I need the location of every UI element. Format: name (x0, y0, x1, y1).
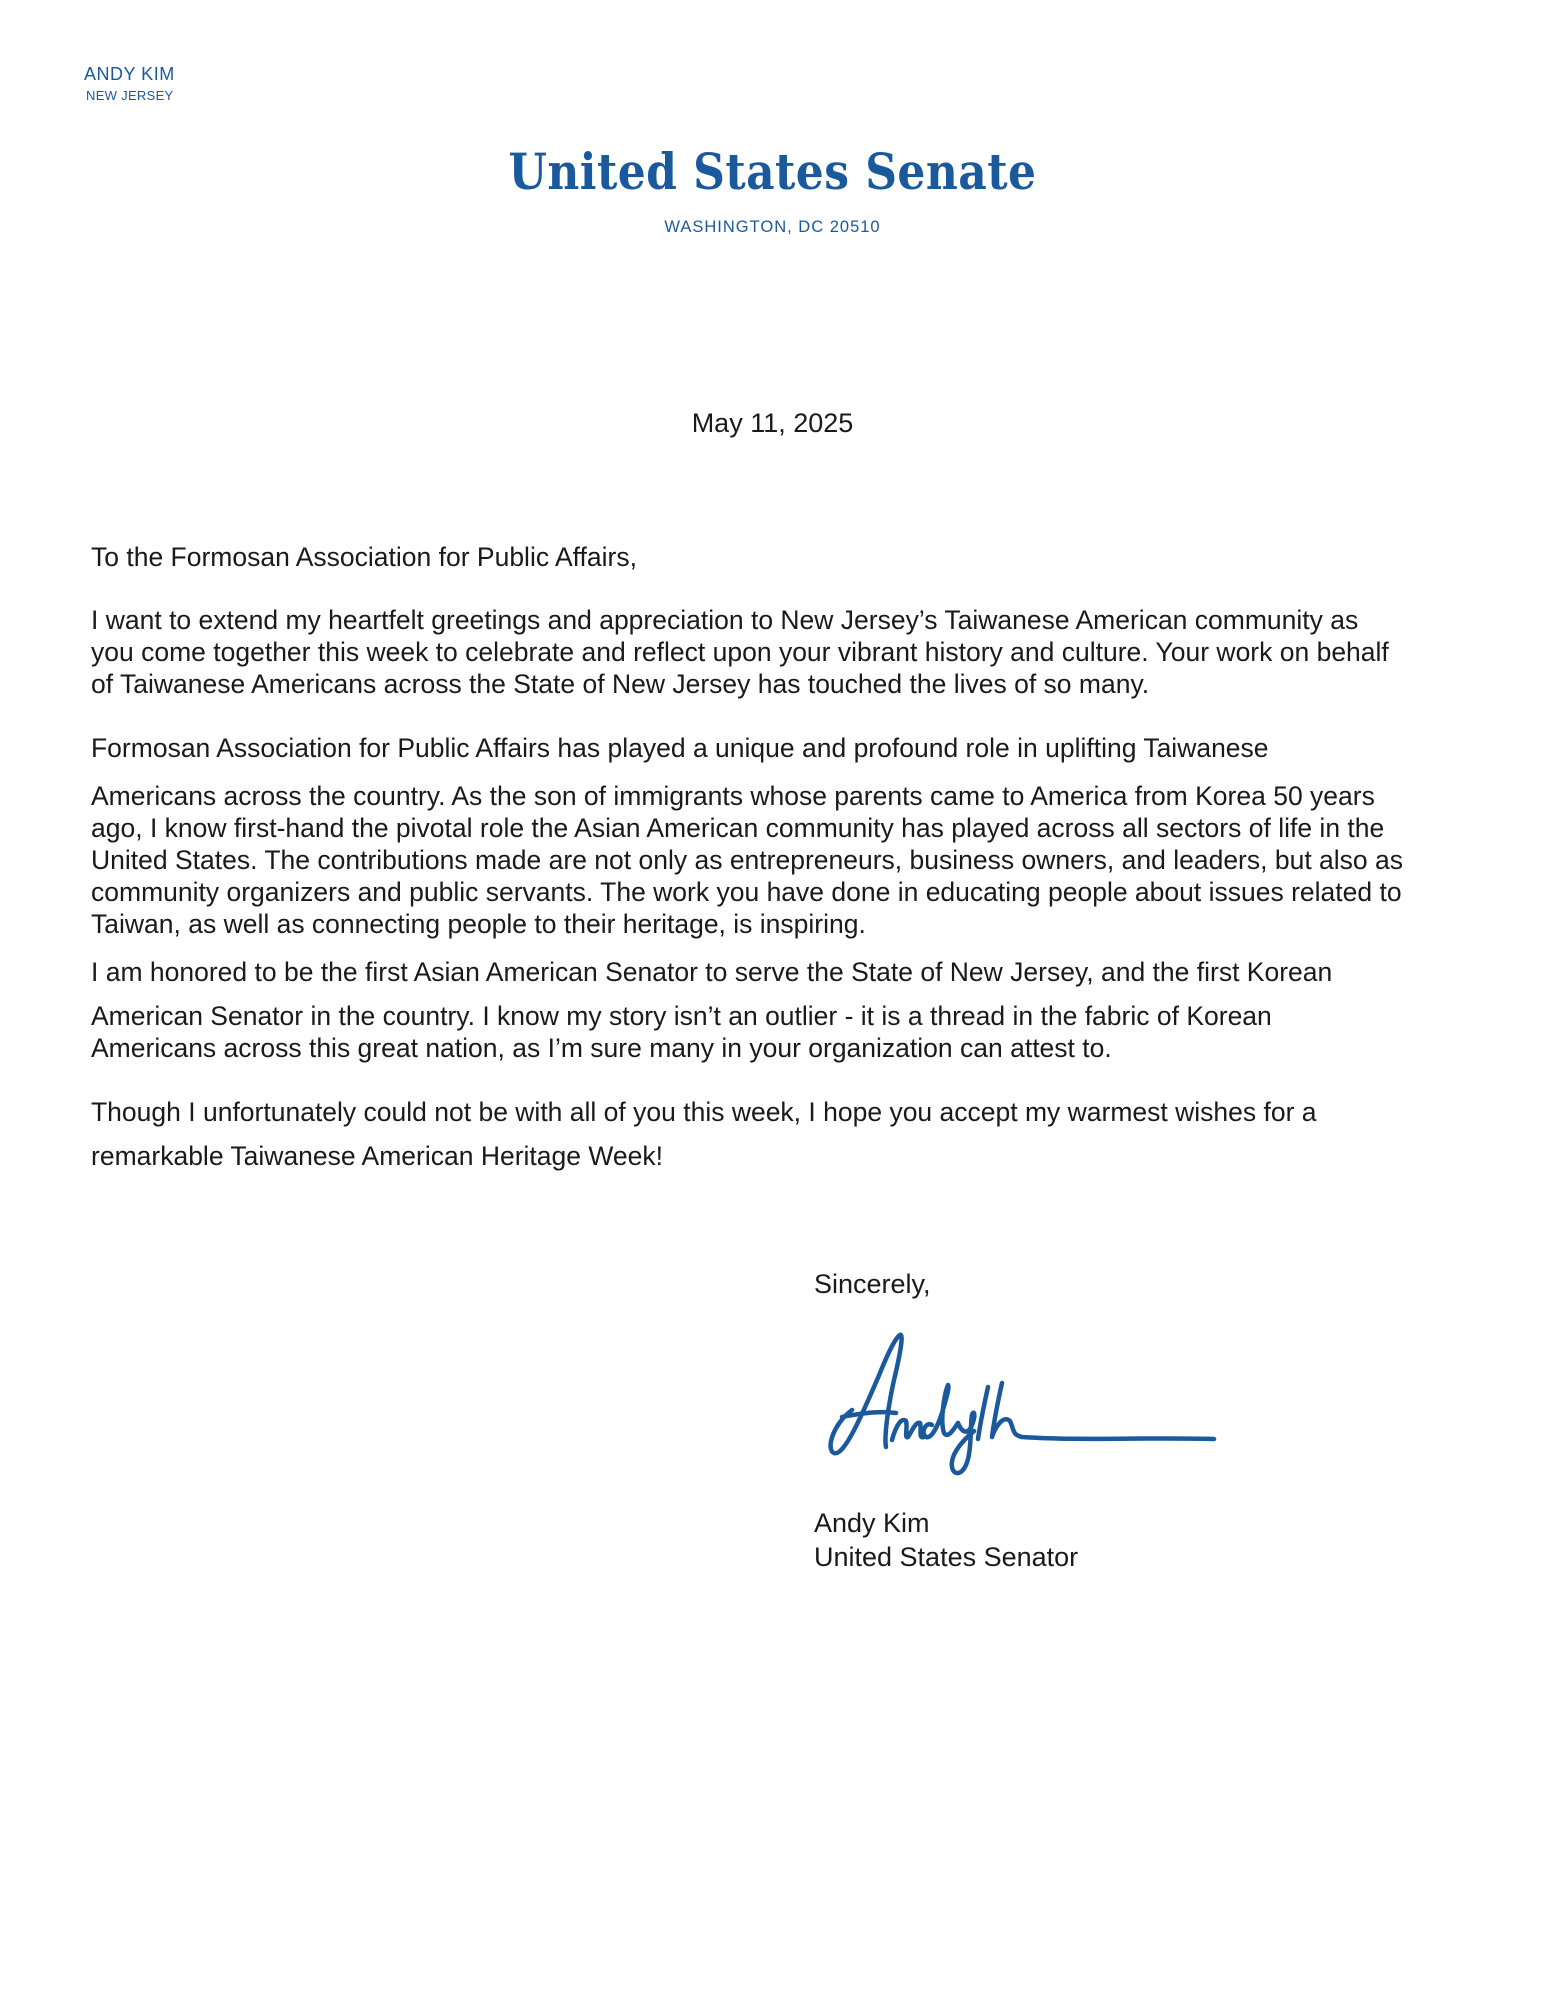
paragraph-2-line: Taiwan, as well as connecting people to their heritage, is inspiring. (91, 909, 866, 939)
paragraph-1 (91, 604, 1471, 700)
paragraph-2-line: Americans across the country. As the son of immigrants whose parents came to America from Korea 50 years (91, 781, 1375, 811)
letterhead-state: NEW JERSEY (86, 88, 174, 103)
paragraph-3-line: American Senator in the country. I know my story isn’t an outlier - it is a thread in the fabric of Korean (91, 1001, 1272, 1031)
closing: Sincerely, (814, 1269, 931, 1299)
letterhead-senator-name: ANDY KIM (84, 64, 175, 84)
paragraph-4-line: remarkable Taiwanese American Heritage Week! (91, 1141, 663, 1171)
signer-title: United States Senator (814, 1542, 1079, 1572)
paragraph-1-line: of Taiwanese Americans across the State of New Jersey has touched the lives of so many. (91, 669, 1150, 699)
signer-name: Andy Kim (814, 1508, 930, 1538)
masthead-address: WASHINGTON, DC 20510 (664, 218, 881, 236)
paragraph-3 (91, 956, 1471, 1064)
paragraph-4 (91, 1096, 1471, 1172)
letter-date: May 11, 2025 (691, 408, 854, 438)
paragraph-1-line: I want to extend my heartfelt greetings and appreciation to New Jersey’s Taiwanese American community as (91, 605, 1359, 635)
masthead-title: United States Senate (508, 142, 1037, 201)
paragraph-2-line: community organizers and public servants. The work you have done in educating people about issues related to (91, 877, 1402, 907)
paragraph-2-line: United States. The contributions made are not only as entrepreneurs, business owners, and leaders, but also as (91, 845, 1404, 875)
paragraph-4-line: Though I unfortunately could not be with all of you this week, I hope you accept my warmest wishes for a (91, 1097, 1317, 1127)
paragraph-2-line: Formosan Association for Public Affairs has played a unique and profound role in uplifting Taiwanese (91, 733, 1269, 763)
salutation: To the Formosan Association for Public Affairs, (91, 542, 637, 572)
paragraph-3-line: I am honored to be the first Asian American Senator to serve the State of New Jersey, and the first Korean (91, 957, 1333, 987)
paragraph-3-line: Americans across this great nation, as I’m sure many in your organization can attest to. (91, 1033, 1112, 1063)
paragraph-2-line: ago, I know first-hand the pivotal role the Asian American community has played across all sectors of life in the (91, 813, 1385, 843)
signature-image (822, 1325, 1222, 1480)
paragraph-1-line: you come together this week to celebrate and reflect upon your vibrant history and culture. Your work on behalf (91, 637, 1389, 667)
paragraph-2 (91, 732, 1471, 940)
